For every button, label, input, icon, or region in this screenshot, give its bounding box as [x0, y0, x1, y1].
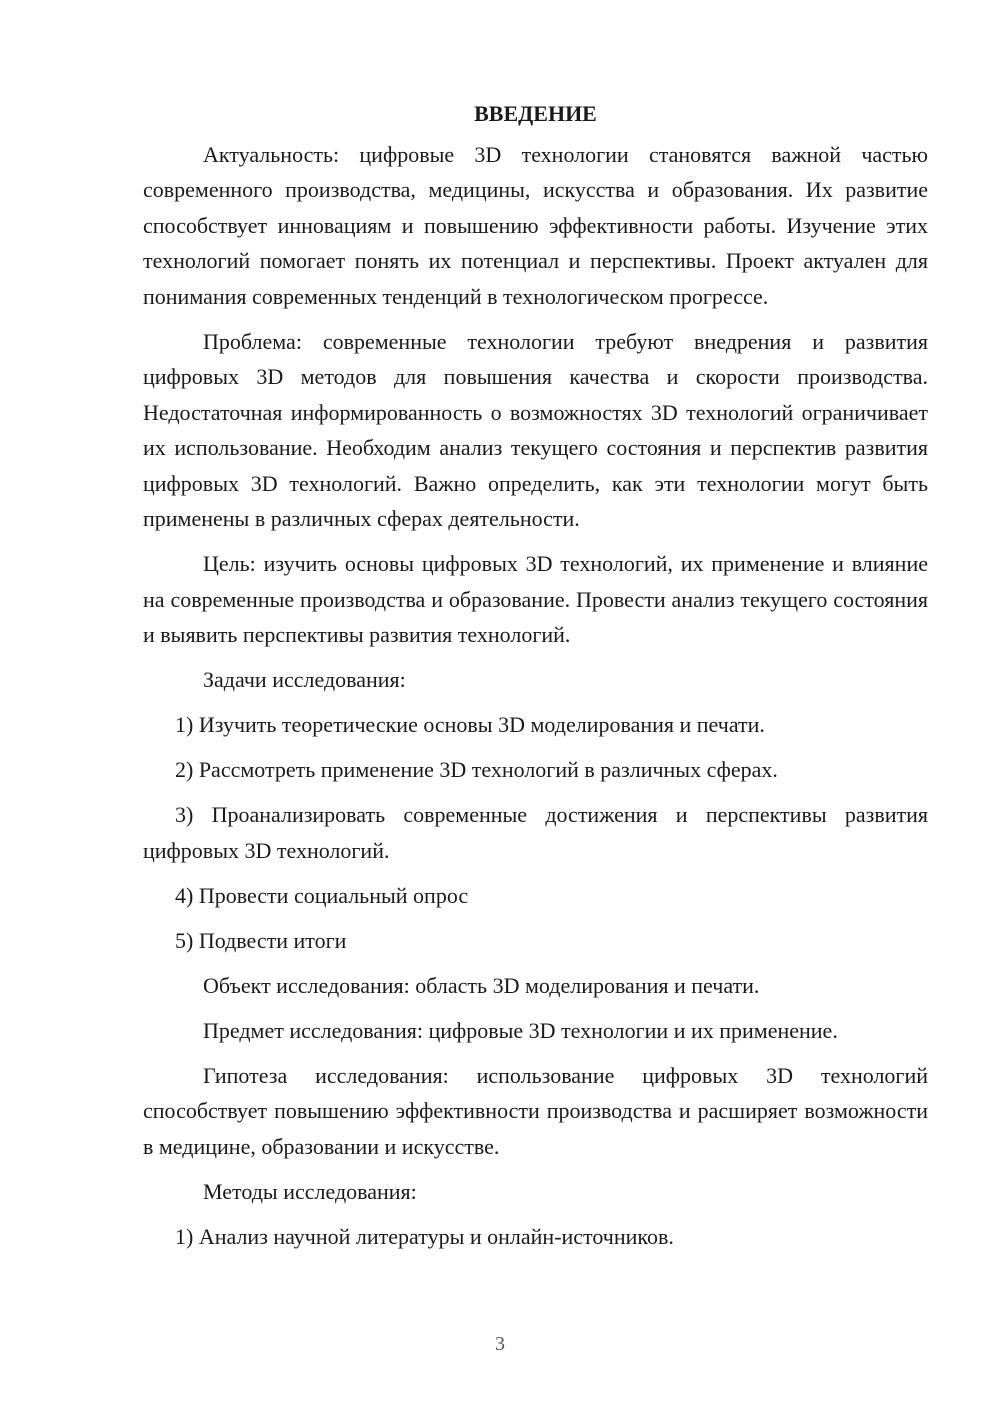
hypothesis-paragraph: Гипотеза исследования: использование цифровых 3D технологий способствует повышению эффективности производства и расширяет возможности в медицине, образовании и искусстве.	[143, 1062, 928, 1159]
task-item-1: 1) Изучить теоретические основы 3D моделирования и печати.	[175, 712, 765, 737]
page-content	[143, 96, 928, 1264]
task-item-4: 4) Провести социальный опрос	[175, 882, 469, 908]
section-title: ВВЕДЕНИЕ	[474, 101, 597, 126]
relevance-paragraph: Актуальность: цифровые 3D технологии становятся важной частью современного производства, медицины, искусства и образования. Их развитие способствует инновациям и повышению эффективности работы. Изучение этих технологий помогает понять их потенциал и перспективы. Проект актуален для понимания современных тенденций в технологическом прогрессе.	[143, 141, 928, 309]
problem-paragraph: Проблема: современные технологии требуют внедрения и развития цифровых 3D методов для повышения качества и скорости производства. Недостаточная информированность о возможностях 3D технологий ограничивает их использование. Необходим анализ текущего состояния и перспектив развития цифровых 3D технологий. Важно определить, как эти технологии могут быть применены в различных сферах деятельности.	[143, 328, 928, 531]
goal-paragraph: Цель: изучить основы цифровых 3D технологий, их применение и влияние на современные производства и образование. Провести анализ текущего состояния и выявить перспективы развития технологий.	[143, 551, 928, 647]
task-item-2: 2) Рассмотреть применение 3D технологий в различных сферах.	[175, 757, 778, 782]
object-paragraph: Объект исследования: область 3D моделирования и печати.	[203, 972, 760, 998]
page-number: 3	[495, 1333, 505, 1355]
task-item-5: 5) Подвести итоги	[175, 927, 347, 953]
method-item-1: 1) Анализ научной литературы и онлайн-источников.	[175, 1223, 674, 1249]
tasks-heading: Задачи исследования:	[203, 667, 406, 692]
methods-heading: Методы исследования:	[203, 1178, 417, 1204]
subject-paragraph: Предмет исследования: цифровые 3D технологии и их применение.	[203, 1017, 838, 1043]
task-item-3: 3) Проанализировать современные достижения и перспективы развития цифровых 3D технологий.	[143, 802, 928, 863]
